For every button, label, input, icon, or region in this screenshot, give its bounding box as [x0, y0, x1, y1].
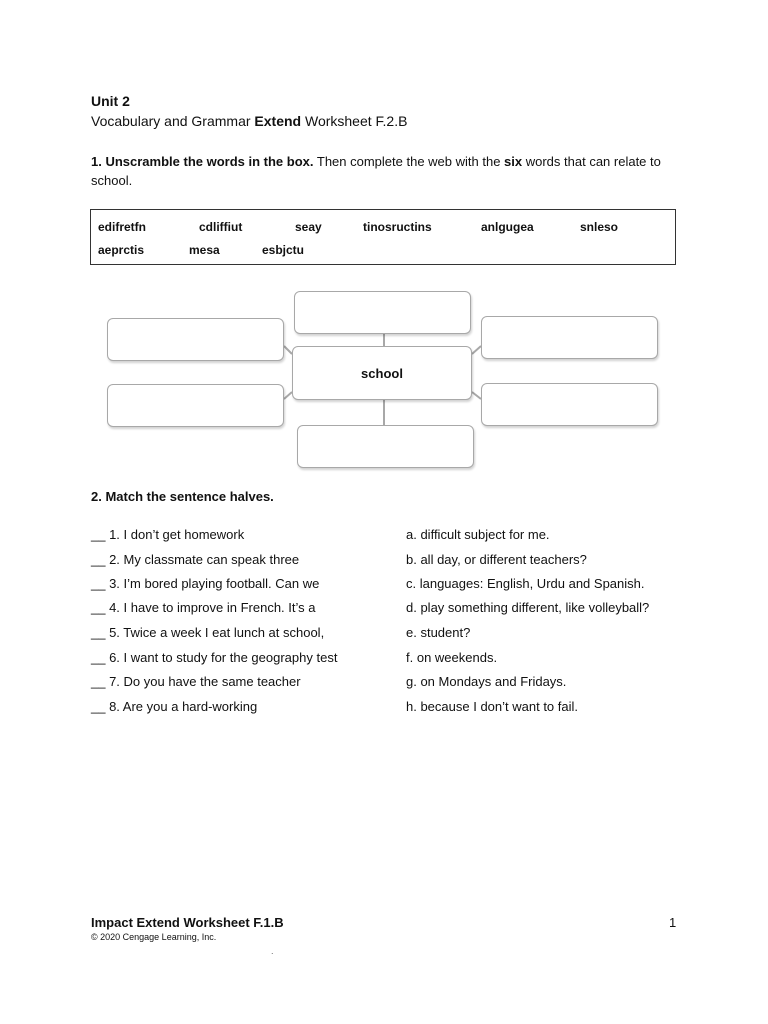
q1-bold: 1. Unscramble the words in the box.	[91, 154, 314, 169]
right-half-e: e. student?	[406, 625, 471, 640]
question-2-title: 2. Match the sentence halves.	[91, 489, 274, 504]
footer-title: Impact Extend Worksheet F.1.B	[91, 915, 284, 930]
right-half-f: f. on weekends.	[406, 650, 498, 665]
connector-left-bottom	[284, 392, 292, 399]
web-answer-box-left-bottom[interactable]	[107, 384, 284, 427]
left-half-7: __ 7. Do you have the same teacher	[91, 674, 301, 689]
scrambled-word: seay	[295, 220, 322, 234]
q1-text1: Then complete the web with the	[313, 154, 505, 169]
web-answer-box-top[interactable]	[294, 291, 471, 334]
scrambled-word: mesa	[189, 243, 220, 257]
question-1-instructions	[91, 152, 681, 190]
scrambled-word: anlgugea	[481, 220, 534, 234]
left-half-6: __ 6. I want to study for the geography test	[91, 650, 338, 665]
web-answer-box-bottom[interactable]	[297, 425, 474, 468]
left-half-5: __ 5. Twice a week I eat lunch at school,	[91, 625, 325, 640]
footer-copyright: © 2020 Cengage Learning, Inc.	[91, 932, 217, 942]
left-half-2: __ 2. My classmate can speak three	[91, 552, 300, 567]
web-center-label: school	[361, 365, 403, 381]
web-answer-box-right-bottom[interactable]	[481, 383, 658, 426]
left-half-8: __ 8. Are you a hard-working	[91, 699, 258, 714]
scrambled-word: snleso	[580, 220, 619, 234]
worksheet-subtitle	[91, 113, 407, 129]
web-center-box	[292, 346, 472, 400]
scrambled-word: edifretfn	[98, 220, 146, 234]
left-half-1: __ 1. I don’t get homework	[91, 527, 245, 542]
right-half-a: a. difficult subject for me.	[406, 527, 550, 542]
scrambled-word: tinosructins	[363, 220, 432, 234]
web-answer-box-left-top[interactable]	[107, 318, 284, 361]
footer-dot: .	[271, 946, 274, 956]
connector-right-bottom	[472, 392, 481, 399]
connector-right-top	[472, 346, 481, 354]
right-half-c: c. languages: English, Urdu and Spanish.	[406, 576, 645, 591]
q1-text2: words that can relate to school.	[91, 154, 661, 188]
scrambled-word: cdliffiut	[199, 220, 243, 234]
subtitle-pre: Vocabulary and Grammar	[91, 113, 255, 129]
subtitle-bold: Extend	[254, 113, 302, 129]
left-half-3: __ 3. I’m bored playing football. Can we	[91, 576, 320, 591]
right-half-h: h. because I don’t want to fail.	[406, 699, 578, 714]
left-half-4: __ 4. I have to improve in French. It’s a	[91, 600, 316, 615]
scrambled-word-box	[90, 209, 676, 265]
right-half-d: d. play something different, like volleyball?	[406, 600, 650, 615]
q1-bold2: six	[504, 154, 523, 169]
connector-left-top	[284, 346, 292, 354]
right-half-g: g. on Mondays and Fridays.	[406, 674, 567, 689]
scrambled-word: aeprctis	[98, 243, 145, 257]
unit-title: Unit 2	[91, 93, 130, 109]
page-number: 1	[669, 915, 677, 930]
subtitle-post: Worksheet F.2.B	[301, 113, 408, 129]
right-half-b: b. all day, or different teachers?	[406, 552, 587, 567]
web-answer-box-right-top[interactable]	[481, 316, 658, 359]
scrambled-word: esbjctu	[262, 243, 305, 257]
